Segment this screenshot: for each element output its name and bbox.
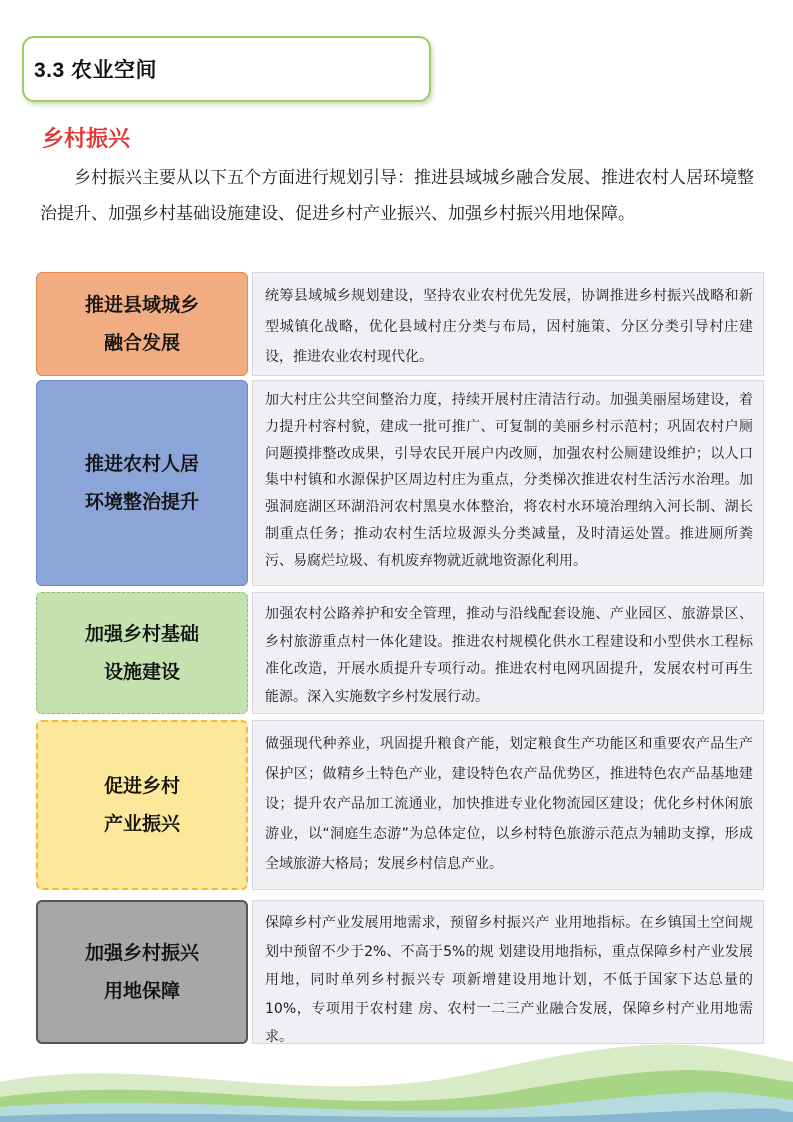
row-county-integration [36, 272, 764, 376]
section-title: 3.3 农业空间 [34, 59, 158, 82]
intro-paragraph: 乡村振兴主要从以下五个方面进行规划引导：推进县域城乡融合发展、推进农村人居环境整治提升、加强乡村基础设施建设、促进乡村产业振兴、加强乡村振兴用地保障。 [40, 168, 754, 224]
row-text: 保障乡村产业发展用地需求，预留乡村振兴产 业用地指标。在乡镇国土空间规划中预留不少于2%、不高于5%的规 划建设用地指标，重点保障乡村产业发展用地，同时单列乡村振兴专 项新增建设用地计划，不低于国家下达总量的10%，专项用于农村建 房、农村一二三产业融合发展，保障乡村产业用地需求。 [252, 900, 764, 1044]
row-label: 加强乡村基础 设施建设 [36, 592, 248, 714]
subtitle: 乡村振兴 [42, 127, 131, 152]
row-industry [36, 720, 764, 890]
row-text: 做强现代种养业，巩固提升粮食产能，划定粮食生产功能区和重要农产品生产保护区；做精乡土特色产业，建设特色农产品优势区，推进特色农产品基地建设；提升农产品加工流通业，加快推进专业化物流园区建设；优化乡村休闲旅游业，以“洞庭生态游”为总体定位，以乡村特色旅游示范点为辅助支撑，形成全域旅游大格局；发展乡村信息产业。 [252, 720, 764, 890]
section-header [22, 36, 431, 102]
row-text: 加大村庄公共空间整治力度，持续开展村庄清洁行动。加强美丽屋场建设，着力提升村容村貌，建成一批可推广、可复制的美丽乡村示范村；巩固农村户厕问题摸排整改成果，引导农民开展户内改厕，加强农村公厕建设维护；以人口集中村镇和水源保护区周边村庄为重点，分类梯次推进农村生活污水治理。加强洞庭湖区环湖沿河农村黑臭水体整治，将农村水环境治理纳入河长制、湖长制重点任务；推动农村生活垃圾源头分类减量，及时清运处置。推进厕所粪污、易腐烂垃圾、有机废弃物就近就地资源化利用。 [252, 380, 764, 586]
row-text: 加强农村公路养护和安全管理，推动与沿线配套设施、产业园区、旅游景区、乡村旅游重点村一体化建设。推进农村规模化供水工程建设和小型供水工程标准化改造，开展水质提升专项行动。推进农村电网巩固提升，发展农村可再生能源。深入实施数字乡村发展行动。 [252, 592, 764, 714]
row-text: 统筹县域城乡规划建设，坚持农业农村优先发展，协调推进乡村振兴战略和新型城镇化战略，优化县域村庄分类与布局，因村施策、分区分类引导村庄建设，推进农业农村现代化。 [252, 272, 764, 376]
footer-wave-decoration [0, 1012, 793, 1122]
row-living-environment [36, 380, 764, 586]
row-label: 推进农村人居 环境整治提升 [36, 380, 248, 586]
row-label: 加强乡村振兴 用地保障 [36, 900, 248, 1044]
row-label: 促进乡村 产业振兴 [36, 720, 248, 890]
row-label: 推进县域城乡 融合发展 [36, 272, 248, 376]
row-infrastructure [36, 592, 764, 714]
